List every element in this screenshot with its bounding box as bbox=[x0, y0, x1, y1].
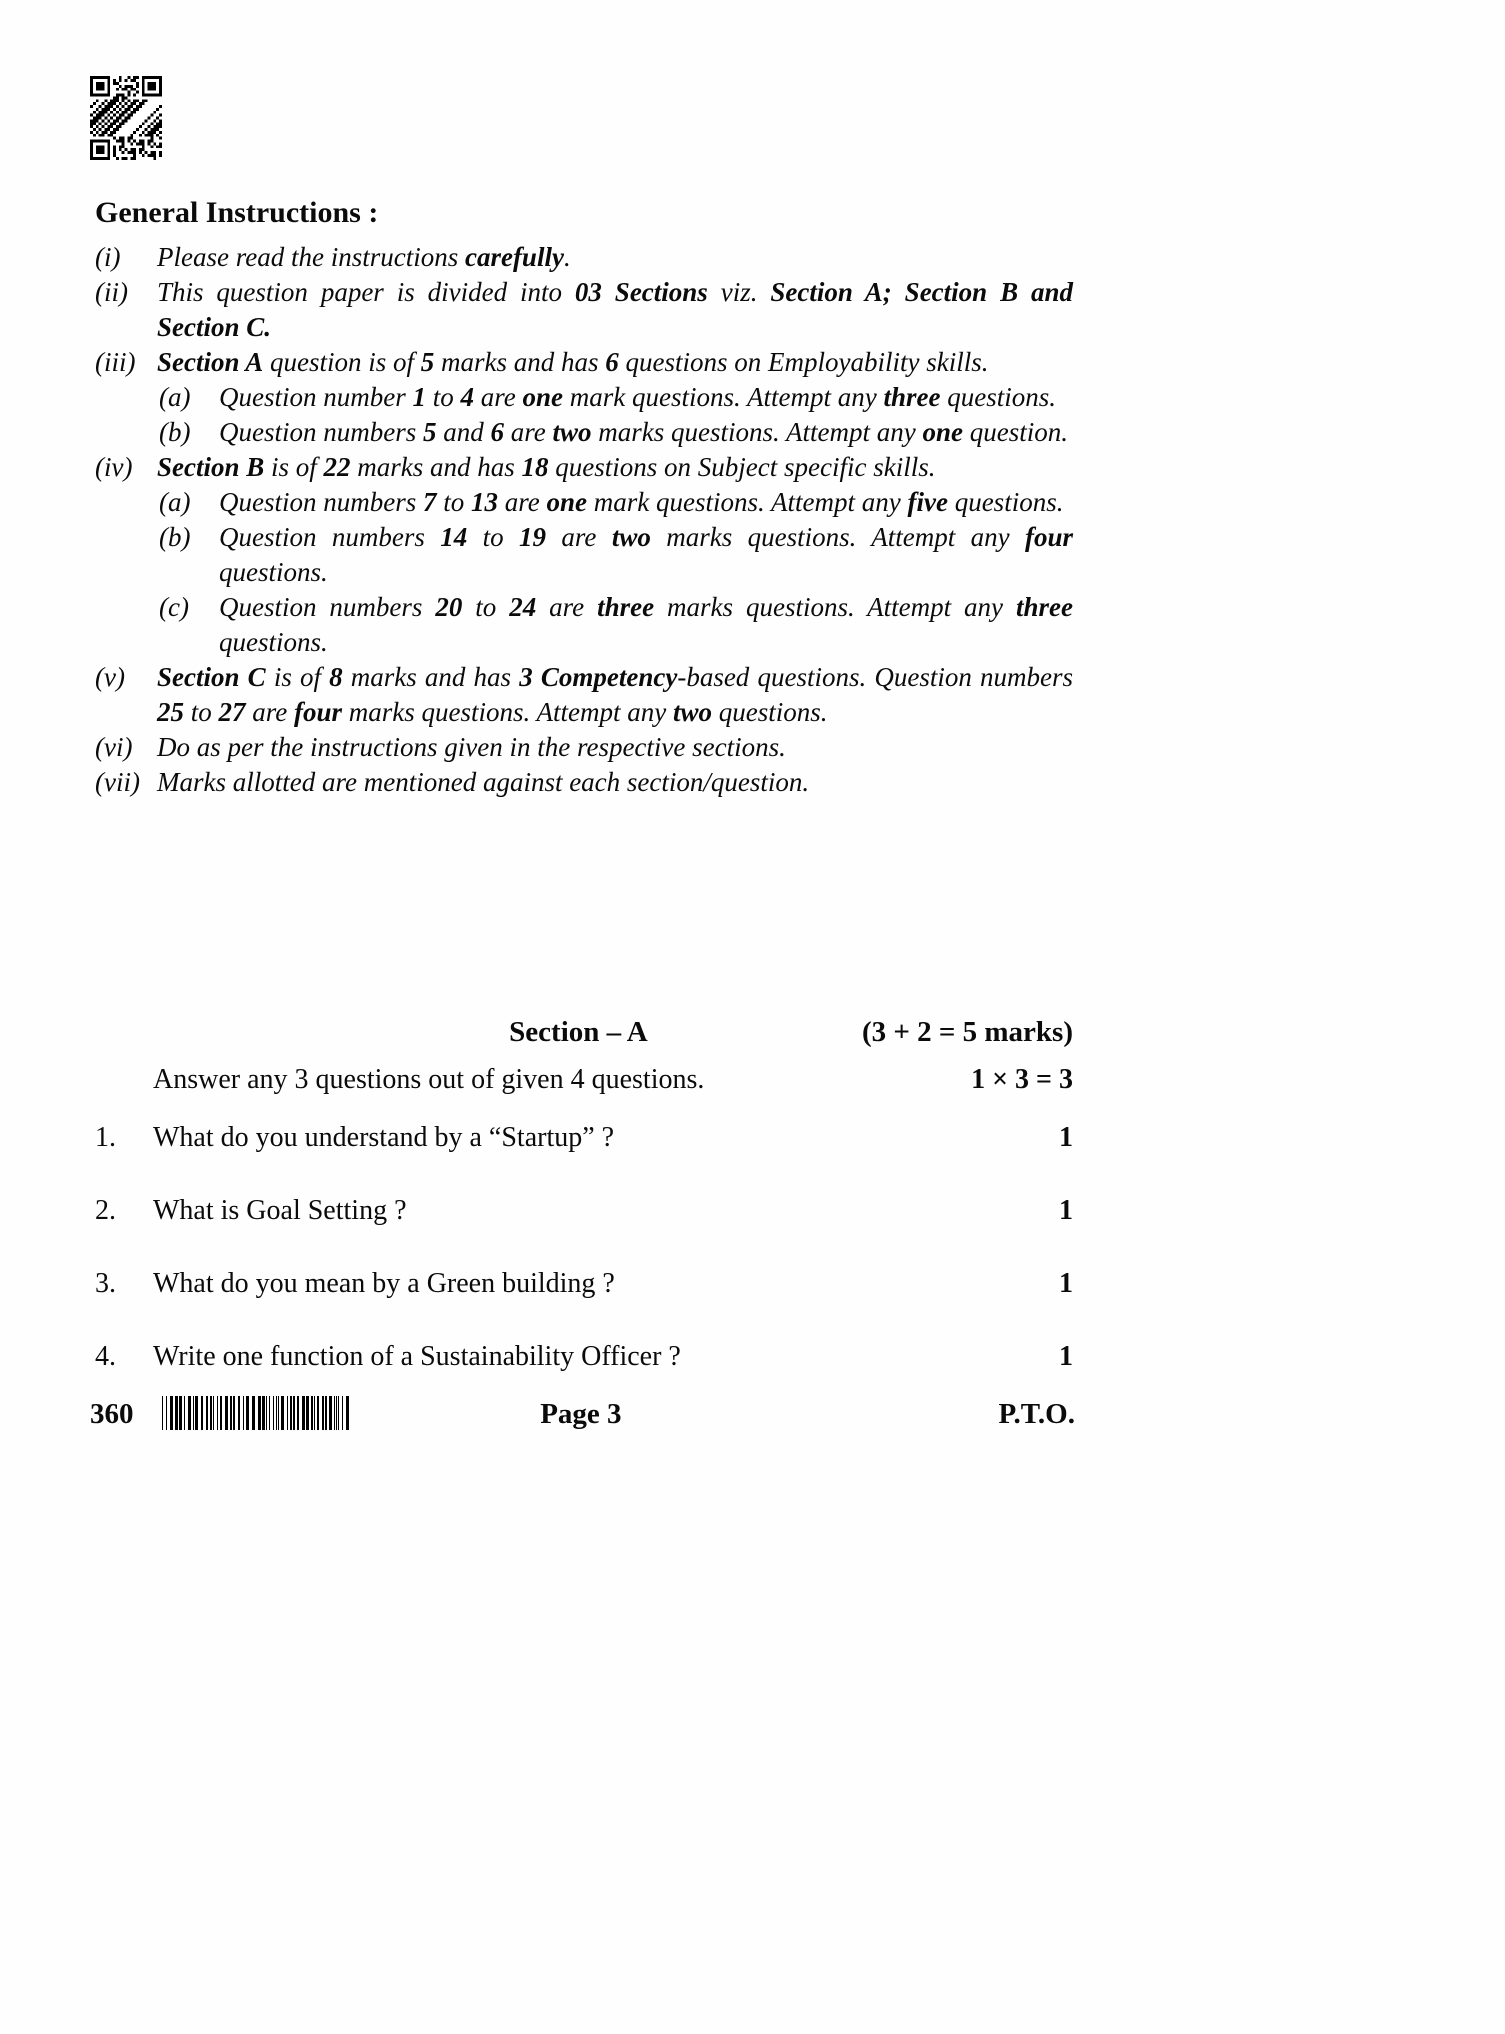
instruction-item bbox=[95, 345, 1073, 380]
barcode-icon bbox=[162, 1396, 352, 1430]
instruction-item bbox=[95, 660, 1073, 730]
instruction-text: Section B is of 22 marks and has 18 questions on Subject specific skills. bbox=[157, 452, 936, 482]
page-number-label: Page 3 bbox=[540, 1398, 622, 1430]
question-marks: 1 bbox=[1059, 1268, 1073, 1299]
question-text: What do you mean by a Green building ? bbox=[153, 1268, 615, 1299]
instruction-marker: (b) bbox=[159, 417, 191, 447]
questions-list bbox=[95, 1122, 1073, 1373]
question-number: 4. bbox=[95, 1341, 116, 1372]
question-marks: 1 bbox=[1059, 1122, 1073, 1153]
question-row bbox=[95, 1122, 1073, 1154]
section-a-title: Section – A bbox=[509, 1016, 648, 1048]
instruction-marker: (iv) bbox=[95, 452, 133, 482]
instructions-list bbox=[95, 240, 1073, 800]
general-instructions bbox=[95, 196, 1073, 800]
instruction-marker: (a) bbox=[159, 382, 191, 412]
instruction-text: Question number 1 to 4 are one mark questions. Attempt any three questions. bbox=[219, 382, 1056, 412]
general-instructions-heading: General Instructions : bbox=[95, 196, 379, 229]
barcode-svg bbox=[162, 1396, 352, 1430]
instruction-item bbox=[95, 590, 1073, 660]
instruction-item bbox=[95, 415, 1073, 450]
qr-code-icon bbox=[90, 74, 162, 162]
instruction-item bbox=[95, 450, 1073, 485]
section-a-marks-formula: 1 × 3 = 3 bbox=[971, 1064, 1073, 1095]
question-text: Write one function of a Sustainability Officer ? bbox=[153, 1341, 681, 1372]
instruction-marker: (b) bbox=[159, 522, 191, 552]
question-text: What is Goal Setting ? bbox=[153, 1195, 407, 1226]
instruction-marker: (iii) bbox=[95, 347, 136, 377]
instruction-text: Please read the instructions carefully. bbox=[157, 242, 571, 272]
instruction-marker: (a) bbox=[159, 487, 191, 517]
page-footer bbox=[90, 1392, 1075, 1436]
instruction-text: Marks allotted are mentioned against each section/question. bbox=[157, 767, 810, 797]
question-marks: 1 bbox=[1059, 1341, 1073, 1372]
instruction-marker: (i) bbox=[95, 242, 121, 272]
instruction-item bbox=[95, 520, 1073, 590]
qr-code-svg bbox=[90, 74, 162, 162]
instruction-marker: (v) bbox=[95, 662, 125, 692]
instruction-text: Question numbers 20 to 24 are three marks questions. Attempt any three questions. bbox=[219, 592, 1073, 657]
section-a-marks-note: (3 + 2 = 5 marks) bbox=[861, 1016, 1073, 1048]
instruction-text: Question numbers 14 to 19 are two marks questions. Attempt any four questions. bbox=[219, 522, 1073, 587]
instruction-item bbox=[95, 240, 1073, 275]
instruction-item bbox=[95, 765, 1073, 800]
paper-code: 360 bbox=[90, 1398, 134, 1430]
instruction-text: Section C is of 8 marks and has 3 Competency-based questions. Question numbers 25 to 27 are four marks questions. Attempt any two questions. bbox=[157, 662, 1073, 727]
question-number: 1. bbox=[95, 1122, 116, 1153]
question-row bbox=[95, 1268, 1073, 1300]
instruction-item bbox=[95, 275, 1073, 345]
question-number: 2. bbox=[95, 1195, 116, 1226]
instruction-marker: (ii) bbox=[95, 277, 128, 307]
section-a-subtitle: Answer any 3 questions out of given 4 questions. bbox=[153, 1064, 705, 1095]
instruction-item bbox=[95, 730, 1073, 765]
section-a bbox=[95, 1016, 1073, 1373]
instruction-text: Question numbers 7 to 13 are one mark questions. Attempt any five questions. bbox=[219, 487, 1064, 517]
instruction-text: This question paper is divided into 03 Sections viz. Section A; Section B and Section C. bbox=[157, 277, 1074, 342]
instruction-text: Do as per the instructions given in the respective sections. bbox=[157, 732, 786, 762]
section-a-header bbox=[95, 1016, 1073, 1058]
instruction-marker: (vii) bbox=[95, 767, 140, 797]
question-text: What do you understand by a “Startup” ? bbox=[153, 1122, 615, 1153]
question-row bbox=[95, 1341, 1073, 1373]
instruction-item bbox=[95, 485, 1073, 520]
instruction-marker: (vi) bbox=[95, 732, 133, 762]
instruction-text: Section A question is of 5 marks and has 6 questions on Employability skills. bbox=[157, 347, 989, 377]
instruction-marker: (c) bbox=[159, 592, 189, 622]
instruction-text: Question numbers 5 and 6 are two marks questions. Attempt any one question. bbox=[219, 417, 1068, 447]
question-number: 3. bbox=[95, 1268, 116, 1299]
instruction-item bbox=[95, 380, 1073, 415]
question-marks: 1 bbox=[1059, 1195, 1073, 1226]
pto-label: P.T.O. bbox=[998, 1398, 1075, 1430]
question-row bbox=[95, 1195, 1073, 1227]
section-a-subtitle-row bbox=[95, 1064, 1073, 1096]
